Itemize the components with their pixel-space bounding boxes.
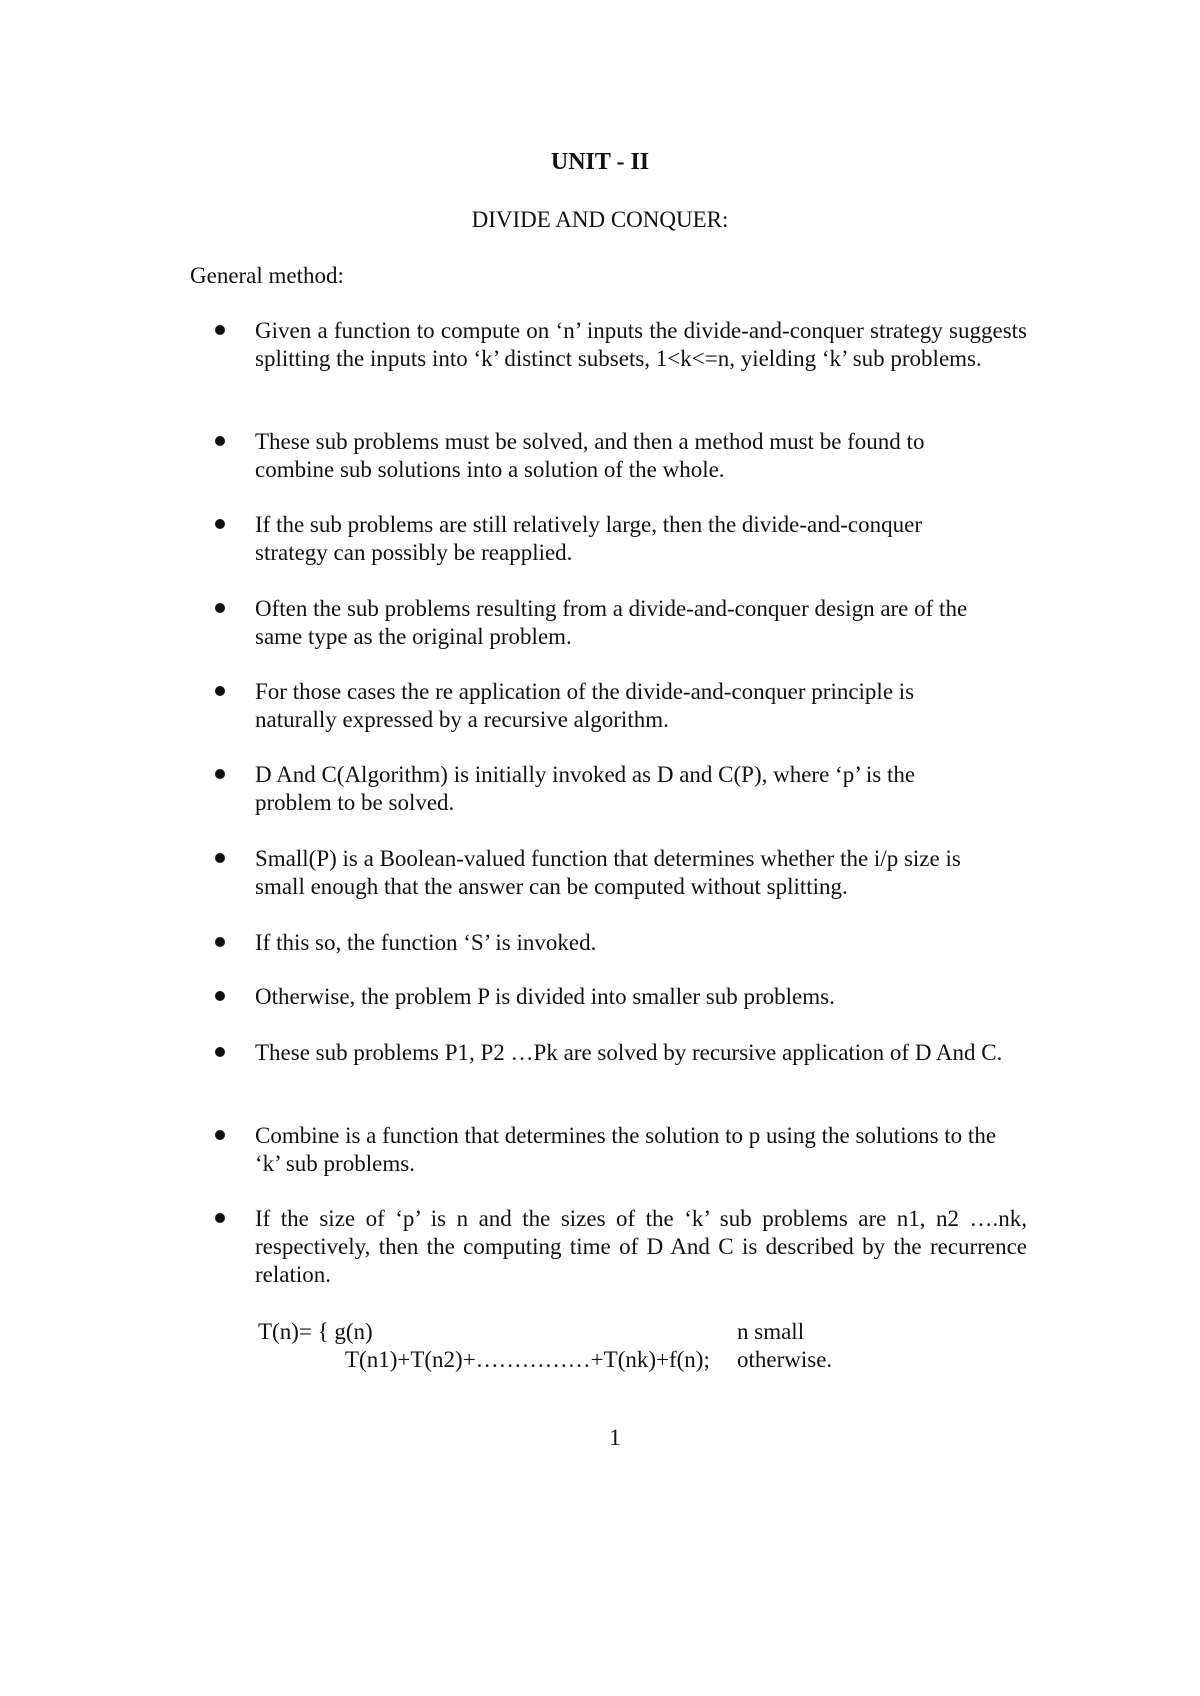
bullet-icon bbox=[215, 686, 225, 696]
page-title: UNIT - II bbox=[550, 149, 650, 175]
bullet-icon bbox=[215, 1047, 225, 1057]
bullet-icon bbox=[215, 603, 225, 613]
list-item-text: Often the sub problems resulting from a divide-and-conquer design are of the same type as the original problem. bbox=[255, 596, 968, 649]
bullet-icon bbox=[215, 436, 225, 446]
list-item-text: Otherwise, the problem P is divided into smaller sub problems. bbox=[255, 984, 835, 1009]
section-title: DIVIDE AND CONQUER: bbox=[471, 207, 729, 232]
list-item-text: Small(P) is a Boolean-valued function that determines whether the i/p size is small enough that the answer can be computed without splitting. bbox=[255, 846, 961, 899]
section-heading: General method: bbox=[190, 263, 344, 288]
page-number: 1 bbox=[609, 1425, 621, 1450]
list-item-text: Combine is a function that determines the solution to p using the solutions to the ‘k’ sub problems. bbox=[255, 1123, 997, 1176]
bullet-icon bbox=[215, 991, 225, 1001]
bullet-icon bbox=[215, 853, 225, 863]
bullet-icon bbox=[215, 1130, 225, 1140]
list-item-text: D And C(Algorithm) is initially invoked as D and C(P), where ‘p’ is the problem to be solved. bbox=[255, 762, 916, 815]
bullet-icon bbox=[215, 769, 225, 779]
list-item-text: If this so, the function ‘S’ is invoked. bbox=[255, 930, 597, 955]
recurrence-lhs: T(n)= { g(n) bbox=[258, 1319, 373, 1344]
list-item-text: These sub problems P1, P2 …Pk are solved by recursive application of D And C. bbox=[255, 1040, 1003, 1065]
bullet-icon bbox=[215, 1213, 225, 1223]
recurrence-case2-condition: otherwise. bbox=[737, 1347, 833, 1372]
list-item-text: For those cases the re application of the divide-and-conquer principle is naturally expressed by a recursive algorithm. bbox=[255, 679, 915, 732]
bullet-icon bbox=[215, 325, 225, 335]
recurrence-case1-condition: n small bbox=[737, 1319, 805, 1344]
bullet-icon bbox=[215, 937, 225, 947]
list-item-text: If the sub problems are still relatively large, then the divide-and-conquer strategy can possibly be reapplied. bbox=[255, 512, 922, 565]
list-item-text: If the size of ‘p’ is n and the sizes of the ‘k’ sub problems are n1, n2 ….nk, respectively, then the computing time of D And C is described by the recurrence relation. bbox=[255, 1206, 1027, 1287]
recurrence-case2-expression: T(n1)+T(n2)+……………+T(nk)+f(n); bbox=[345, 1347, 710, 1372]
bullet-icon bbox=[215, 519, 225, 529]
list-item-text: Given a function to compute on ‘n’ inputs the divide-and-conquer strategy suggests splitting the inputs into ‘k’ distinct subsets, 1<k<=n, yielding ‘k’ sub problems. bbox=[255, 318, 1027, 371]
list-item-text: These sub problems must be solved, and then a method must be found to combine sub solutions into a solution of the whole. bbox=[255, 429, 925, 482]
